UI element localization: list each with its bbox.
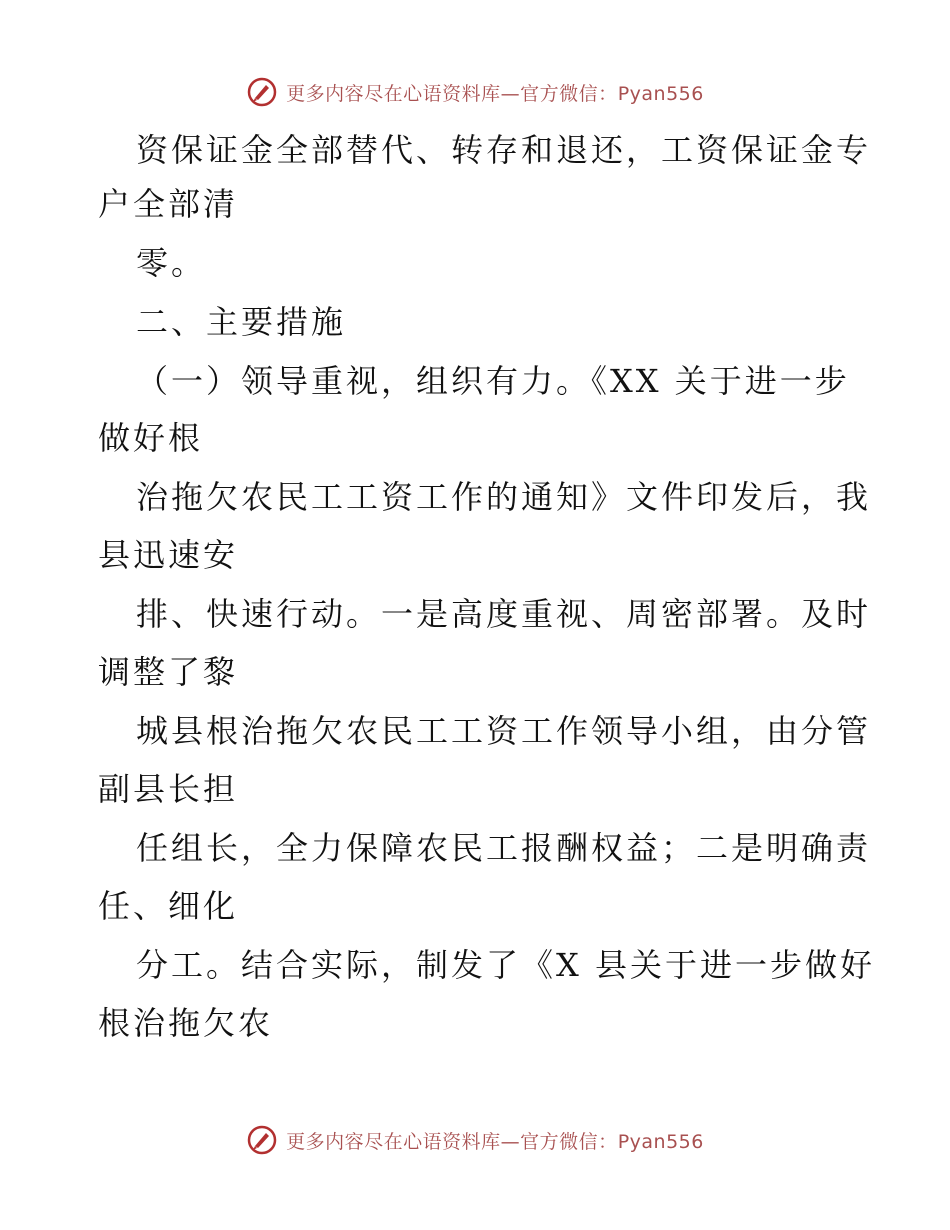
body-line: 做好根 xyxy=(98,419,204,457)
body-line: 副县长担 xyxy=(98,770,239,808)
body-line: 排、快速行动。一是高度重视、周密部署。及时 xyxy=(136,595,872,633)
body-line: 户全部清 xyxy=(98,185,239,223)
quill-logo-icon xyxy=(246,1124,278,1156)
body-line: 任、细化 xyxy=(98,887,239,925)
quill-logo-icon xyxy=(246,76,278,108)
body-line: 城县根治拖欠农民工工资工作领导小组，由分管 xyxy=(136,712,872,750)
body-line: 分工。结合实际，制发了《X 县关于进一步做好 xyxy=(136,946,875,984)
body-line: 治拖欠农民工工资工作的通知》文件印发后，我 xyxy=(136,478,872,516)
body-line: 任组长，全力保障农民工报酬权益；二是明确责 xyxy=(136,829,872,867)
section-heading: 二、主要措施 xyxy=(136,303,347,341)
footer-banner xyxy=(0,1118,950,1162)
header-banner xyxy=(0,70,950,114)
body-line: 资保证金全部替代、转存和退还，工资保证金专 xyxy=(136,131,872,169)
header-banner-text: 更多内容尽在心语资料库—官方微信：Pyan556 xyxy=(286,82,704,105)
body-line: 根治拖欠农 xyxy=(98,1004,274,1042)
footer-banner-text: 更多内容尽在心语资料库—官方微信：Pyan556 xyxy=(286,1130,704,1153)
body-line: 零。 xyxy=(136,244,207,282)
body-line: （一）领导重视，组织有力。《XX 关于进一步 xyxy=(136,362,850,400)
body-line: 调整了黎 xyxy=(98,653,239,691)
body-line: 县迅速安 xyxy=(98,536,239,574)
